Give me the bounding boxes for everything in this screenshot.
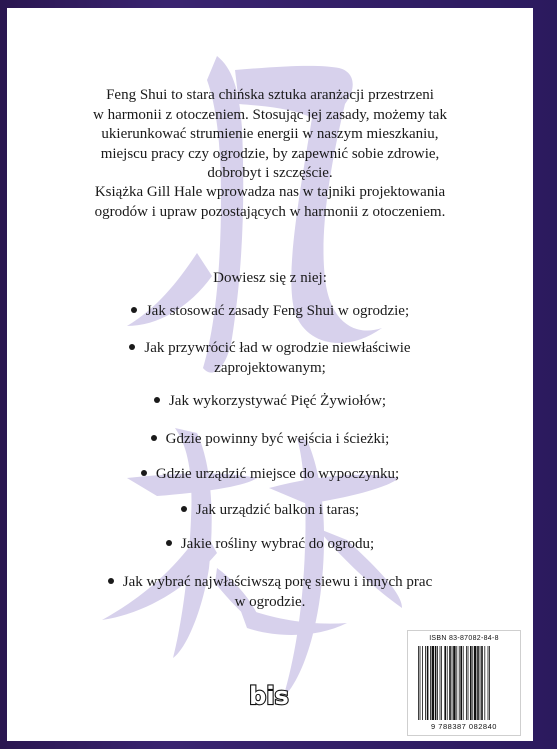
list-item: Jakie rośliny wybrać do ogrodu; bbox=[7, 535, 533, 555]
barcode-bar bbox=[460, 646, 462, 720]
barcode-bar bbox=[477, 646, 479, 720]
barcode-bar bbox=[474, 646, 476, 720]
barcode-bar bbox=[422, 646, 423, 720]
list-item: Jak urządzić balkon i taras; bbox=[7, 501, 533, 521]
publisher-logo-text: bis bbox=[249, 682, 289, 710]
bullet-icon bbox=[131, 307, 137, 313]
list-item: Jak przywrócić ład w ogrodzie niewłaściwie zaprojektowanym; bbox=[7, 339, 533, 378]
ean-number: 9 788387 082840 bbox=[431, 722, 497, 731]
list-item: Jak wybrać najwłaściwszą porę siewu i innych prac w ogrodzie. bbox=[7, 573, 533, 612]
barcode-bar bbox=[427, 646, 429, 720]
bullet-icon bbox=[151, 435, 157, 441]
barcode-bar bbox=[437, 646, 438, 720]
barcode-bar bbox=[435, 646, 437, 720]
barcode-bar bbox=[488, 646, 489, 720]
barcode-bar bbox=[447, 646, 448, 720]
barcode-bar bbox=[440, 646, 441, 720]
barcode-bar bbox=[459, 646, 460, 720]
text-line: Książka Gill Hale wprowadza nas w tajniki projektowania bbox=[94, 184, 446, 200]
barcode-block bbox=[407, 630, 521, 736]
barcode-bar bbox=[452, 646, 453, 720]
list-item: Gdzie urządzić miejsce do wypoczynku; bbox=[7, 465, 533, 485]
text-line: miejscu pracy czy ogrodzie, by zapewnić sobie zdrowie, bbox=[100, 145, 440, 162]
barcode-bar bbox=[472, 646, 473, 720]
barcode-bar bbox=[489, 646, 490, 720]
bullet-icon bbox=[129, 344, 135, 350]
bullet-icon bbox=[154, 397, 160, 403]
barcode-bar bbox=[480, 646, 481, 720]
barcode bbox=[416, 646, 514, 720]
barcode-bar bbox=[420, 646, 421, 720]
barcode-bar bbox=[484, 646, 485, 720]
barcode-bar bbox=[463, 646, 464, 720]
bullet-icon bbox=[181, 506, 187, 512]
description-paragraph-1 bbox=[7, 86, 533, 184]
text-line: ukierunkować strumienie energii w naszym mieszkaniu, bbox=[101, 126, 439, 142]
barcode-bar bbox=[466, 646, 467, 720]
list-item: Gdzie powinny być wejścia i ścieżki; bbox=[7, 430, 533, 450]
barcode-bar bbox=[470, 646, 472, 720]
barcode-bar bbox=[418, 646, 419, 720]
barcode-bar bbox=[432, 646, 434, 720]
list-item: Jak stosować zasady Feng Shui w ogrodzie; bbox=[7, 302, 533, 322]
barcode-bar bbox=[453, 646, 455, 720]
barcode-bar bbox=[456, 646, 457, 720]
isbn-label: ISBN 83-87082-84-8 bbox=[429, 635, 499, 642]
barcode-bar bbox=[444, 646, 446, 720]
text-line: dobrobyt i szczęście. bbox=[207, 165, 333, 181]
barcode-bar bbox=[441, 646, 442, 720]
white-panel bbox=[7, 8, 533, 741]
text-line: w harmonii z otoczeniem. Stosując jej zasady, możemy tak bbox=[93, 106, 447, 123]
barcode-bar bbox=[430, 646, 431, 720]
barcode-bar bbox=[425, 646, 426, 720]
barcode-bar bbox=[468, 646, 469, 720]
list-item: Jak wykorzystywać Pięć Żywiołów; bbox=[7, 392, 533, 412]
text-line: Feng Shui to stara chińska sztuka aranżacji przestrzeni bbox=[106, 87, 434, 103]
bullet-icon bbox=[166, 540, 172, 546]
bullet-icon bbox=[108, 578, 114, 584]
description-paragraph-2 bbox=[7, 183, 533, 222]
barcode-bar bbox=[449, 646, 451, 720]
publisher-logo bbox=[239, 680, 299, 710]
text-line: ogrodów i upraw pozostających w harmonii z otoczeniem. bbox=[94, 203, 446, 220]
bullet-list-intro: Dowiesz się z niej: bbox=[213, 270, 327, 286]
barcode-bar bbox=[481, 646, 483, 720]
bullet-icon bbox=[141, 470, 147, 476]
